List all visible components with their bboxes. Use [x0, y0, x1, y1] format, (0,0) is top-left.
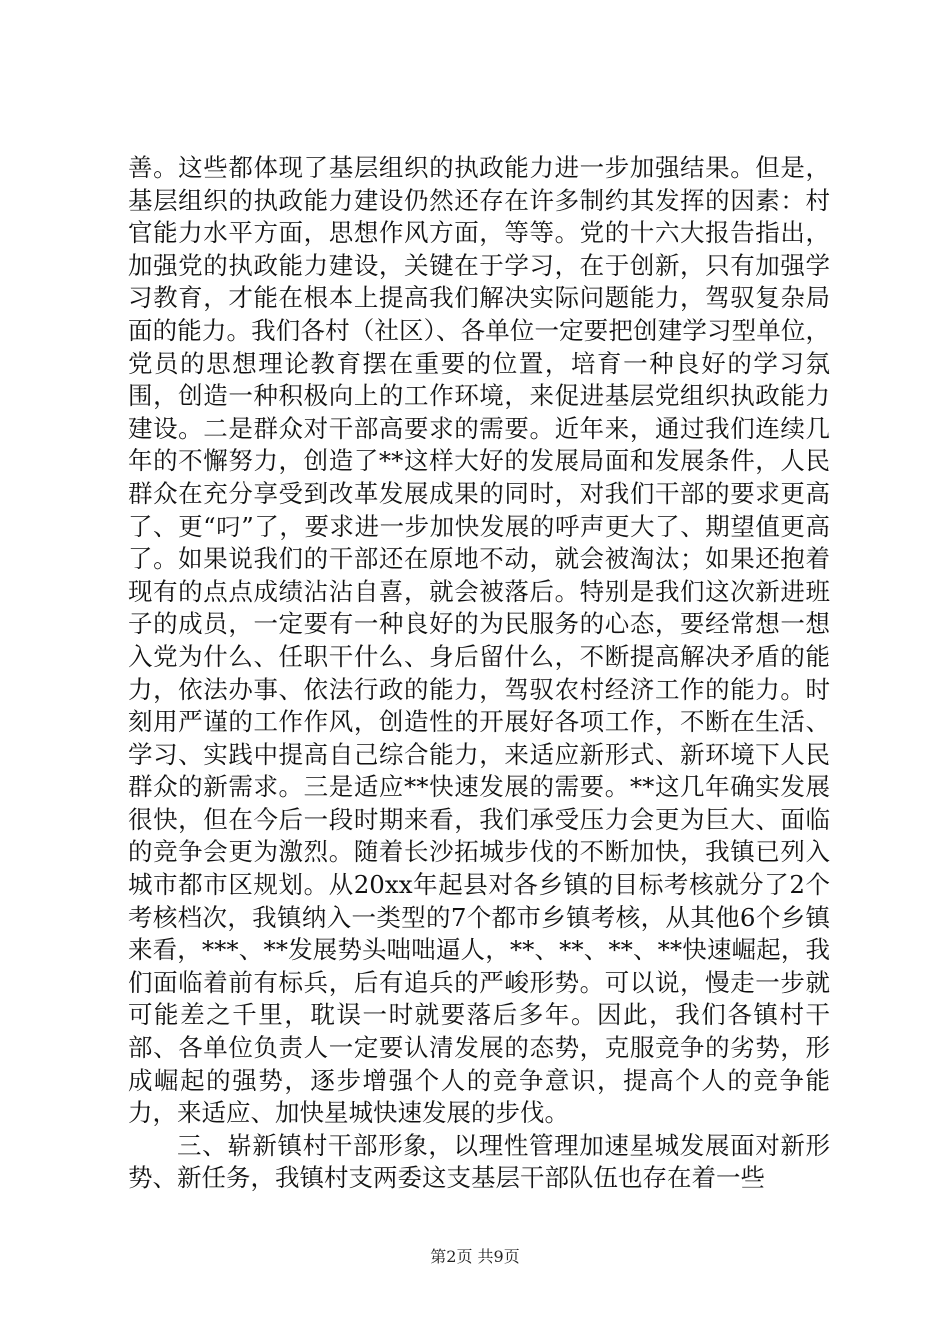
paragraph-1: 善。这些都体现了基层组织的执政能力进一步加强结果。但是，基层组织的执政能力建设仍然还存在许多制约其发挥的因素：村官能力水平方面，思想作风方面，等等。党的十六大报告指出，加强党的执政能力建设，关键在于学习，在于创新，只有加强学习教育，才能在根本上提高我们解决实际问题能力，驾驭复杂局面的能力。我们各村（社区）、各单位一定要把创建学习型单位，党员的思想理论教育摆在重要的位置，培育一种良好的学习氛围，创造一种积极向上的工作环境，来促进基层党组织执政能力建设。二是群众对干部高要求的需要。近年来，通过我们连续几年的不懈努力，创造了**这样大好的发展局面和发展条件，人民群众在充分享受到改革发展成果的同时，对我们干部的要求更高了、更“叼”了，要求进一步加快发展的呼声更大了、期望值更高了。如果说我们的干部还在原地不动，就会被淘汰；如果还抱着现有的点点成绩沾沾自喜，就会被落后。特别是我们这次新进班子的成员，一定要有一种良好的为民服务的心态，要经常想一想入党为什么、任职干什么、身后留什么，不断提高解决矛盾的能力，依法办事、依法行政的能力，驾驭农村经济工作的能力。时刻用严谨的工作作风，创造性的开展好各项工作，不断在生活、学习、实践中提高自己综合能力，来适应新形式、新环境下人民群众的新需求。三是适应**快速发展的需要。**这几年确实发展很快，但在今后一段时期来看，我们承受压力会更为巨大、面临的竞争会更为激烈。随着长沙拓城步伐的不断加快，我镇已列入城市都市区规划。从20xx年起县对各乡镇的目标考核就分了2个考核档次，我镇纳入一类型的7个都市乡镇考核，从其他6个乡镇来看，***、**发展势头咄咄逼人，**、**、**、**快速崛起，我们面临着前有标兵，后有追兵的严峻形势。可以说，慢走一步就可能差之千里，耽误一时就要落后多年。因此，我们各镇村干部、各单位负责人一定要认清发展的态势，克服竞争的劣势，形成崛起的强势，逐步增强个人的竞争意识，提高个人的竞争能力，来适应、加快星城快速发展的步伐。: [128, 153, 830, 1128]
document-body: [128, 152, 830, 1195]
page-footer: 第2页 共9页: [430, 1247, 520, 1266]
paragraph-2: 三、崭新镇村干部形象，以理性管理加速星城发展面对新形势、新任务，我镇村支两委这支基层干部队伍也存在着一些: [128, 1130, 830, 1193]
